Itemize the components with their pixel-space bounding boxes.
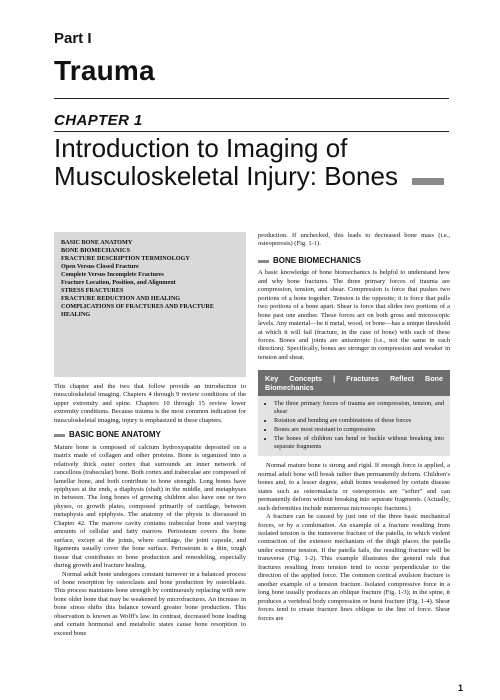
chapter-divider — [54, 131, 449, 132]
outline-item: BONE BIOMECHANICS — [61, 247, 130, 254]
section-heading-text: BONE BIOMECHANICS — [273, 255, 362, 265]
outline-section — [61, 247, 239, 255]
outline-section — [61, 303, 239, 319]
body-paragraph: production. If unchecked, this leads to decreased bone mass (i.e., osteoporosis) (Fig. 1-1). — [258, 232, 450, 248]
outline-subitem: Complete Versus Incomplete Fractures — [61, 271, 164, 278]
heading-bar-icon — [258, 260, 269, 263]
body-paragraph: A basic knowledge of bone biomechanics is helpful to understand how and why bone fractures. The three primary forces of trauma are compression, tension, and shear. Compression is force that pushes two portions of a bone together. Tension is the opposite; it is force that pulls two portions of a bone apart. Shear is force that slides two portions of a bone past one another. These forces act on both gross and microscopic levels. Any material—be it metal, wood, or bone—has a unique threshold at which it will fail (fracture, in the case of bone) with each of these forces. Bones and joints are anisotropic (i.e., not the same in each direction). Specifically, bones are stronger in compression and weaker in tension and shear. — [258, 269, 450, 361]
outline-item: FRACTURE DESCRIPTION TERMINOLOGY — [61, 255, 190, 262]
body-paragraph: Normal mature bone is strong and rigid. If enough force is applied, a normal adult bone will break rather than permanently deform. Children's bones and, to a lesser degree, adult bones weakened by certain disease states such as osteomalacia or osteoporosis are "softer" and can permanently deform without breaking into separate fragments. (Actually, such deformities include numerous microscopic fractures.) — [258, 462, 450, 512]
body-paragraph: Mature bone is composed of calcium hydroxyapatite deposited on a matrix made of collagen and other proteins. Bone is organized into a relatively thick outer cortex that surrounds an inner network of cancellous (trabecular) bone. Both cortex and trabeculae are composed of lamellar bone, and both contribute to bone strength. Long bones have epiphyses at the ends, a diaphysis (shaft) in the middle, and metaphyses in between. The long bones of growing children also have one or two physes, or growth plates, composed primarily of cartilage, between metaphysis and epiphysis. The anatomy of the physis is discussed in Chapter 42. The marrow cavity contains trabecular bone and varying amounts of cellular and fatty marrow. Periosteum covers the bone surface, except at the joints, where cartilage, the joint capsule, and ligaments usually cover the bone surface. Periosteum is a thin, tough tissue that contributes to bone production and remodeling, especially during growth and fracture healing. — [54, 443, 246, 570]
right-column — [258, 232, 450, 623]
section-heading-anatomy — [54, 431, 246, 439]
part-label: Part I — [54, 30, 92, 47]
outline-item: FRACTURE REDUCTION AND HEALING — [61, 295, 181, 302]
key-concept-item: • The three primary forces of trauma are compression, tension, and shear — [274, 400, 444, 416]
key-concepts-title: Key Concepts | Fractures Reflect Bone Biomechanics — [258, 370, 450, 396]
chapter-title: Introduction to Imaging of Musculoskeletal Injury: Bones — [54, 133, 398, 191]
part-divider — [54, 98, 449, 99]
chapter-label: CHAPTER 1 — [54, 112, 143, 129]
outline-subitem: Open Versus Closed Fracture — [61, 263, 139, 270]
key-concept-item: • The bones of children can bend or buckle without breaking into separate fragments — [274, 435, 444, 451]
key-concept-item: • Rotation and bending are combinations of these forces — [274, 417, 444, 425]
intro-paragraph: This chapter and the two that follow provide an introduction to musculoskeletal imaging. Chapters 4 through 9 review conditions of the upper extremity and spine. Chapters 10 through 15 review lower extremity conditions. Because trauma is the most common indication for musculoskeletal imaging, injury is emphasized in these chapters. — [54, 383, 246, 424]
page-number: 1 — [458, 683, 464, 693]
outline-section — [61, 255, 239, 287]
key-concept-item: • Bones are most resistant to compression — [274, 426, 444, 434]
outline-section — [61, 239, 239, 247]
key-concepts-box — [258, 370, 450, 456]
part-title: Trauma — [54, 55, 155, 86]
outline-item: STRESS FRACTURES — [61, 287, 124, 294]
body-paragraph: A fracture can be caused by just one of the three basic mechanical forces, or by a combination. An example of a fracture resulting from isolated tension is the transverse fracture of the patella, in which violent contraction of the extensor mechanism of the thigh places the patella under extreme tension. If the patella fails, the resulting fracture will be transverse (Fig. 1-2). This example illustrates the general rule that fractures resulting from tension tend to occur perpendicular to the direction of the applied force. The common cortical avulsion fracture is another example of a tension fracture. Isolated compressive force in a long bone usually produces an oblique fracture (Fig. 1-3); in the spine, it produces a vertebral body compression or burst fracture (Fig. 1-4). Shear forces tend to create fracture lines oblique to the line of force. Shear forces are — [258, 513, 450, 622]
outline-subitem: Fracture Location, Position, and Alignment — [61, 279, 176, 286]
heading-bar-icon — [54, 434, 65, 437]
key-concepts-list — [258, 400, 450, 451]
title-accent-bar — [412, 178, 444, 185]
outline-item: BASIC BONE ANATOMY — [61, 239, 133, 246]
body-paragraph: Normal adult bone undergoes constant turnover in a balanced process of bone resorption by osteoclasts and bone production by osteoblasts. This process maintains bone strength by continuously replacing with new bone older bone that may be weakened by microfractures. An increase in bone stress shifts this balance toward greater bone production. This observation is known as Wolff's law. In contrast, decreased bone loading and certain hormonal and metabolic states cause bone resorption to exceed bone — [54, 570, 246, 637]
chapter-outline-box — [54, 232, 246, 377]
left-column — [54, 383, 246, 638]
section-heading-text: BASIC BONE ANATOMY — [69, 430, 161, 440]
outline-section — [61, 287, 239, 295]
outline-section — [61, 295, 239, 303]
outline-item: COMPLICATIONS OF FRACTURES AND FRACTURE HEALING — [61, 303, 214, 318]
section-heading-biomechanics — [258, 257, 450, 265]
